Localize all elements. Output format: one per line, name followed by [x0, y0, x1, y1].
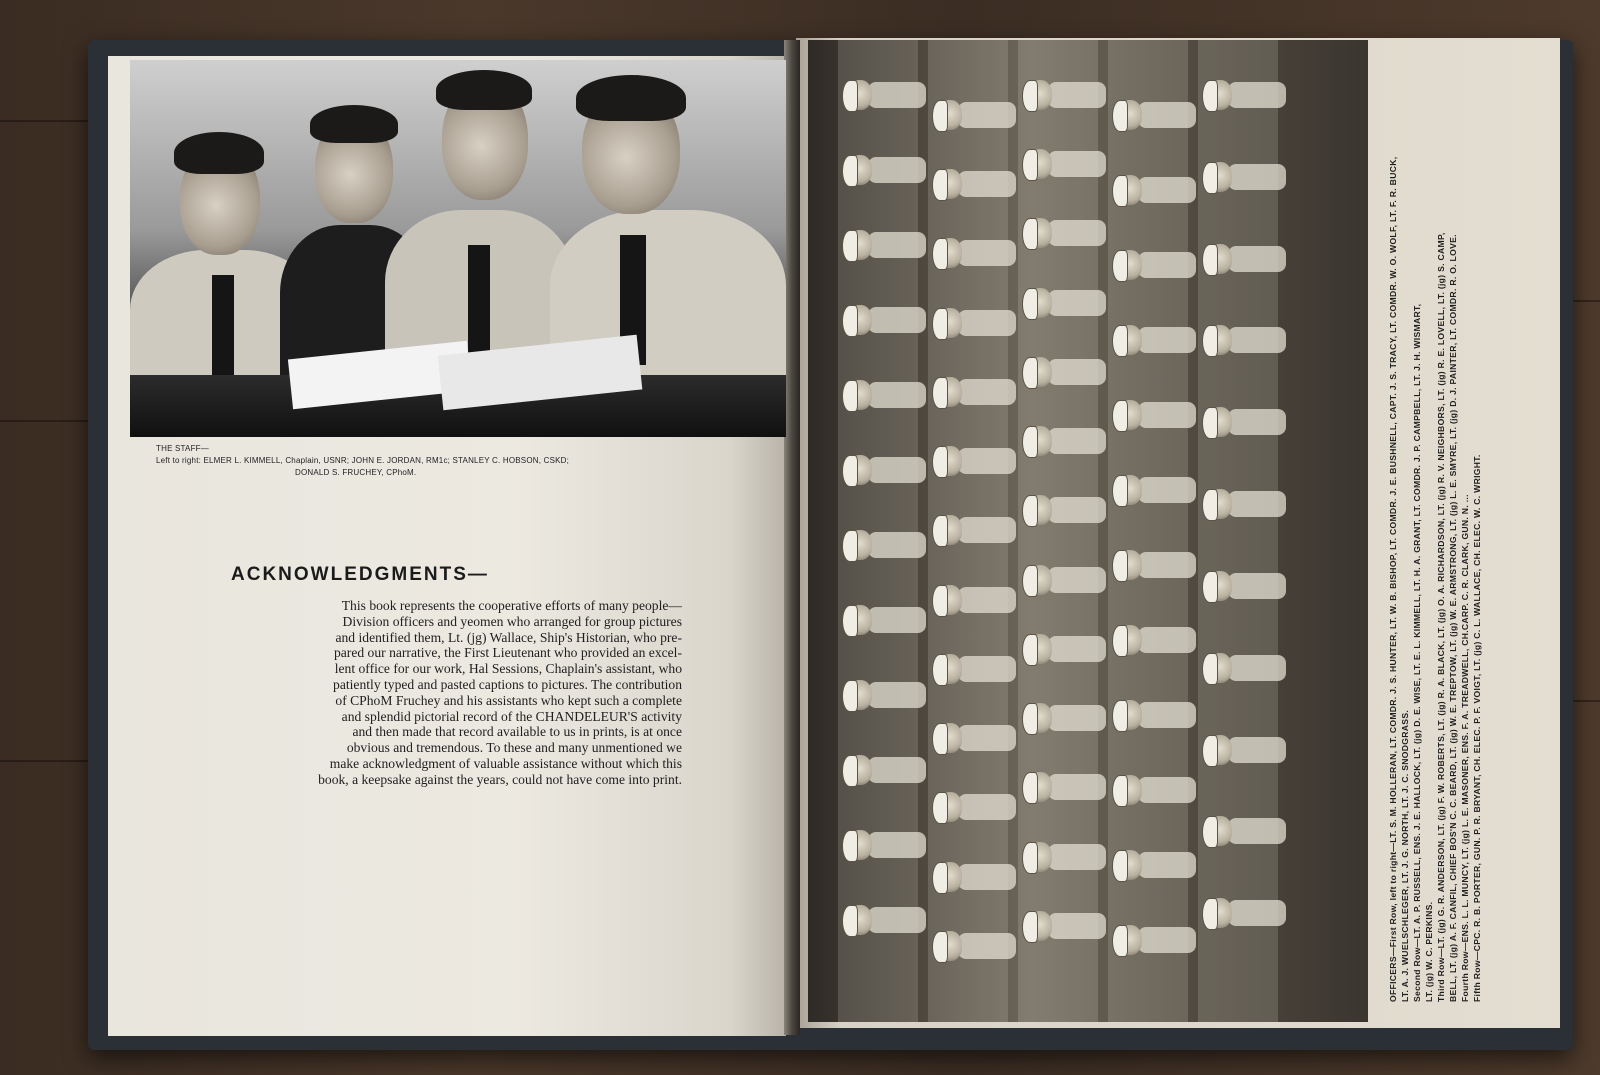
officer-uniform: [958, 794, 1016, 820]
officer-uniform: [1228, 409, 1286, 435]
officer-cap: [1202, 735, 1218, 767]
officers-caption-line: Third Row—LT. (jg) G. R. ANDERSON, LT. (jg) F. W. ROBERTS, LT. (jg) R. A. BLACK, LT. (jg) O. A. RICHARDSON, LT. (jg) R. V. NEIGHBORS, LT. (jg) R. E. LOVELL, LT. (jg) S. CAMP,: [1436, 232, 1446, 1002]
officer-uniform: [1228, 573, 1286, 599]
officers-caption-line: LT. (jg) W. C. PERKINS.: [1424, 901, 1434, 1002]
officer-cap: [842, 830, 858, 862]
ack-line: and identified them, Lt. (jg) Wallace, Ship's Historian, who pre-: [335, 629, 682, 645]
officer-uniform: [1048, 428, 1106, 454]
officer-uniform: [868, 832, 926, 858]
officer-cap: [932, 100, 948, 132]
ack-line: and splendid pictorial record of the CHANDELEUR'S activity: [341, 708, 682, 724]
officer-cap: [842, 155, 858, 187]
officer-cap: [1112, 925, 1128, 957]
officer-cap: [1022, 288, 1038, 320]
officer-uniform: [958, 864, 1016, 890]
officer-uniform: [1138, 477, 1196, 503]
officer-cap: [842, 905, 858, 937]
officer-uniform: [868, 382, 926, 408]
officer-uniform: [1048, 82, 1106, 108]
officer-uniform: [1138, 702, 1196, 728]
officer-uniform: [1138, 177, 1196, 203]
officer-cap: [1202, 162, 1218, 194]
officer-uniform: [1228, 900, 1286, 926]
officer-uniform: [1228, 655, 1286, 681]
ack-line: and then made that record available to us in prints, is at once: [352, 724, 682, 740]
officer-cap: [1022, 495, 1038, 527]
officer-cap: [842, 380, 858, 412]
acknowledgments-body: [282, 598, 682, 788]
officers-group-photo: [808, 40, 1368, 1022]
ack-line: Division officers and yeomen who arranged for group pictures: [342, 613, 682, 629]
officer-uniform: [1048, 774, 1106, 800]
officer-cap: [1202, 653, 1218, 685]
officer-cap: [1112, 475, 1128, 507]
officer-cap: [1112, 625, 1128, 657]
book-spine: [784, 40, 800, 1035]
officer-cap: [842, 755, 858, 787]
officer-uniform: [1048, 844, 1106, 870]
officer-cap: [1022, 703, 1038, 735]
officer-cap: [1202, 407, 1218, 439]
officer-uniform: [868, 457, 926, 483]
officer-cap: [842, 455, 858, 487]
staff-caption-line: Left to right: ELMER L. KIMMELL, Chaplain, USNR; JOHN E. JORDAN, RM1c; STANLEY C. HOBSON, CSKD;: [156, 456, 570, 465]
officer-cap: [932, 654, 948, 686]
officer-cap: [1022, 80, 1038, 112]
ack-line: pared our narrative, the First Lieutenant who provided an excel-: [333, 645, 682, 661]
officer-uniform: [1228, 327, 1286, 353]
officer-cap: [1112, 400, 1128, 432]
ack-line: book, a keepsake against the years, could not have come into print.: [318, 771, 682, 787]
officer-cap: [1112, 325, 1128, 357]
ack-line: This book represents the cooperative efforts of many people—: [341, 598, 682, 613]
ack-line: obvious and tremendous. To these and many unmentioned we: [346, 740, 682, 756]
officer-cap: [1022, 911, 1038, 943]
officer-cap: [1202, 816, 1218, 848]
officer-row: [1018, 40, 1098, 1022]
staff-photo: [130, 60, 786, 437]
officer-uniform: [1048, 151, 1106, 177]
officer-uniform: [1138, 777, 1196, 803]
officer-uniform: [958, 448, 1016, 474]
officer-uniform: [958, 240, 1016, 266]
officer-cap: [932, 308, 948, 340]
officer-cap: [1202, 571, 1218, 603]
officer-cap: [842, 530, 858, 562]
officers-caption: [1380, 42, 1550, 1012]
wood-grain: [0, 420, 95, 422]
officer-uniform: [1228, 491, 1286, 517]
officer-uniform: [868, 907, 926, 933]
staff-caption-line: DONALD S. FRUCHEY, CPhoM.: [295, 468, 417, 477]
officer-uniform: [1138, 327, 1196, 353]
officer-uniform: [868, 157, 926, 183]
officer-cap: [1112, 100, 1128, 132]
officer-uniform: [1048, 290, 1106, 316]
officer-uniform: [1138, 102, 1196, 128]
officer-uniform: [868, 757, 926, 783]
officer-cap: [932, 792, 948, 824]
officer-uniform: [1048, 636, 1106, 662]
officer-cap: [1202, 489, 1218, 521]
officer-uniform: [1138, 627, 1196, 653]
officer-cap: [932, 723, 948, 755]
officer-uniform: [1228, 164, 1286, 190]
wood-grain: [0, 120, 100, 122]
officer-cap: [1022, 426, 1038, 458]
officer-uniform: [958, 310, 1016, 336]
officer-uniform: [958, 933, 1016, 959]
officer-cap: [932, 169, 948, 201]
officer-cap: [1112, 700, 1128, 732]
officer-cap: [932, 446, 948, 478]
officer-uniform: [1048, 220, 1106, 246]
officer-uniform: [1048, 705, 1106, 731]
officers-caption-line: Fifth Row—CPC. R. B. PORTER, GUN. P. R. BRYANT, CH. ELEC. P. F. VOIGT, LT. (jg) C. L. WALLACE, CH. ELEC. W. C. WRIGHT.: [1472, 454, 1482, 1002]
officer-uniform: [1048, 913, 1106, 939]
officer-cap: [842, 605, 858, 637]
officer-uniform: [1228, 737, 1286, 763]
officer-cap: [1022, 565, 1038, 597]
ack-line: of CPhoM Fruchey and his assistants who kept such a complete: [335, 692, 682, 708]
officer-uniform: [1048, 497, 1106, 523]
ack-line: lent office for our work, Hal Sessions, Chaplain's assistant, who: [334, 661, 682, 677]
officer-cap: [1112, 175, 1128, 207]
officer-cap: [1112, 550, 1128, 582]
officer-uniform: [1138, 252, 1196, 278]
officer-uniform: [1228, 818, 1286, 844]
wood-grain: [0, 760, 90, 762]
officer-uniform: [958, 517, 1016, 543]
officer-uniform: [1138, 927, 1196, 953]
officer-cap: [932, 931, 948, 963]
officer-uniform: [1228, 82, 1286, 108]
officer-cap: [932, 515, 948, 547]
officer-cap: [1022, 149, 1038, 181]
officers-caption-line: OFFICERS—First Row, left to right—LT. S. M. HOLLERAN, LT. COMDR. J. S. HUNTER, LT. W. B. BISHOP, LT. COMDR. J. E. BUSHNELL, CAPT. J. S. TRACY, LT. COMDR. W. O. WOLF, LT. F. R. BUCK,: [1388, 156, 1398, 1002]
officer-uniform: [958, 102, 1016, 128]
officer-uniform: [958, 587, 1016, 613]
officer-cap: [932, 377, 948, 409]
officers-caption-line: BELL, LT. (jg) A. F. CANFIL, CHIEF BOS'N C. C. BEARD, LT. (jg) W. E. TREPTOW, LT. (jg) W. E. ARMSTRONG, LT. (jg) L. E. SMYRE, LT. (jg) D. J. PAINTER, LT. COMDR. R. O. LOVE.: [1448, 234, 1458, 1002]
officer-cap: [932, 238, 948, 270]
officers-caption-line: Fourth Row—ENS. L. L. MUNCY, LT. (jg) L. E. MASONER, ENS. F. A. TREADWELL, CH.CARP. C. R. CLARK, GUN. N. ...: [1460, 494, 1470, 1002]
acknowledgments-heading: ACKNOWLEDGMENTS—: [231, 564, 489, 585]
officer-cap: [1112, 250, 1128, 282]
ack-line: make acknowledgment of valuable assistance without which this: [329, 755, 682, 771]
staff-caption-title: THE STAFF—: [156, 444, 209, 453]
officer-uniform: [868, 607, 926, 633]
officer-uniform: [868, 682, 926, 708]
ack-line: patiently typed and pasted captions to pictures. The contribution: [333, 676, 682, 692]
officer-uniform: [1138, 402, 1196, 428]
officer-uniform: [868, 532, 926, 558]
officer-cap: [1022, 634, 1038, 666]
officer-cap: [842, 305, 858, 337]
officer-cap: [1112, 775, 1128, 807]
officer-cap: [1022, 842, 1038, 874]
officer-cap: [842, 80, 858, 112]
officers-caption-line: Second Row—LT. A. P. RUSSELL, ENS. J. E. HALLOCK, LT. (jg) D. E. WISE, LT. E. L. KIMMELL, LT. H. A. GRANT, LT. COMDR. J. P. CAMPBELL, LT. J. H. WISMART,: [1412, 303, 1422, 1002]
officer-cap: [842, 230, 858, 262]
officer-uniform: [1048, 359, 1106, 385]
officers-caption-line: LT. A. J. WUELSCHLEGER, LT. J. G. NORTH, LT. J. C. SNODGRASS.: [1400, 709, 1410, 1002]
officer-uniform: [958, 379, 1016, 405]
officer-uniform: [958, 725, 1016, 751]
officer-uniform: [868, 82, 926, 108]
officer-cap: [842, 680, 858, 712]
officer-cap: [932, 585, 948, 617]
officer-uniform: [958, 656, 1016, 682]
officer-cap: [1202, 325, 1218, 357]
officer-cap: [1202, 898, 1218, 930]
officer-uniform: [1138, 552, 1196, 578]
officer-uniform: [868, 232, 926, 258]
officer-uniform: [958, 171, 1016, 197]
officer-cap: [1022, 772, 1038, 804]
officer-uniform: [1228, 246, 1286, 272]
officer-cap: [1202, 80, 1218, 112]
officer-uniform: [1138, 852, 1196, 878]
officer-cap: [1022, 218, 1038, 250]
officer-uniform: [868, 307, 926, 333]
officer-cap: [1112, 850, 1128, 882]
officer-uniform: [1048, 567, 1106, 593]
officer-cap: [932, 862, 948, 894]
officer-cap: [1202, 244, 1218, 276]
officer-cap: [1022, 357, 1038, 389]
